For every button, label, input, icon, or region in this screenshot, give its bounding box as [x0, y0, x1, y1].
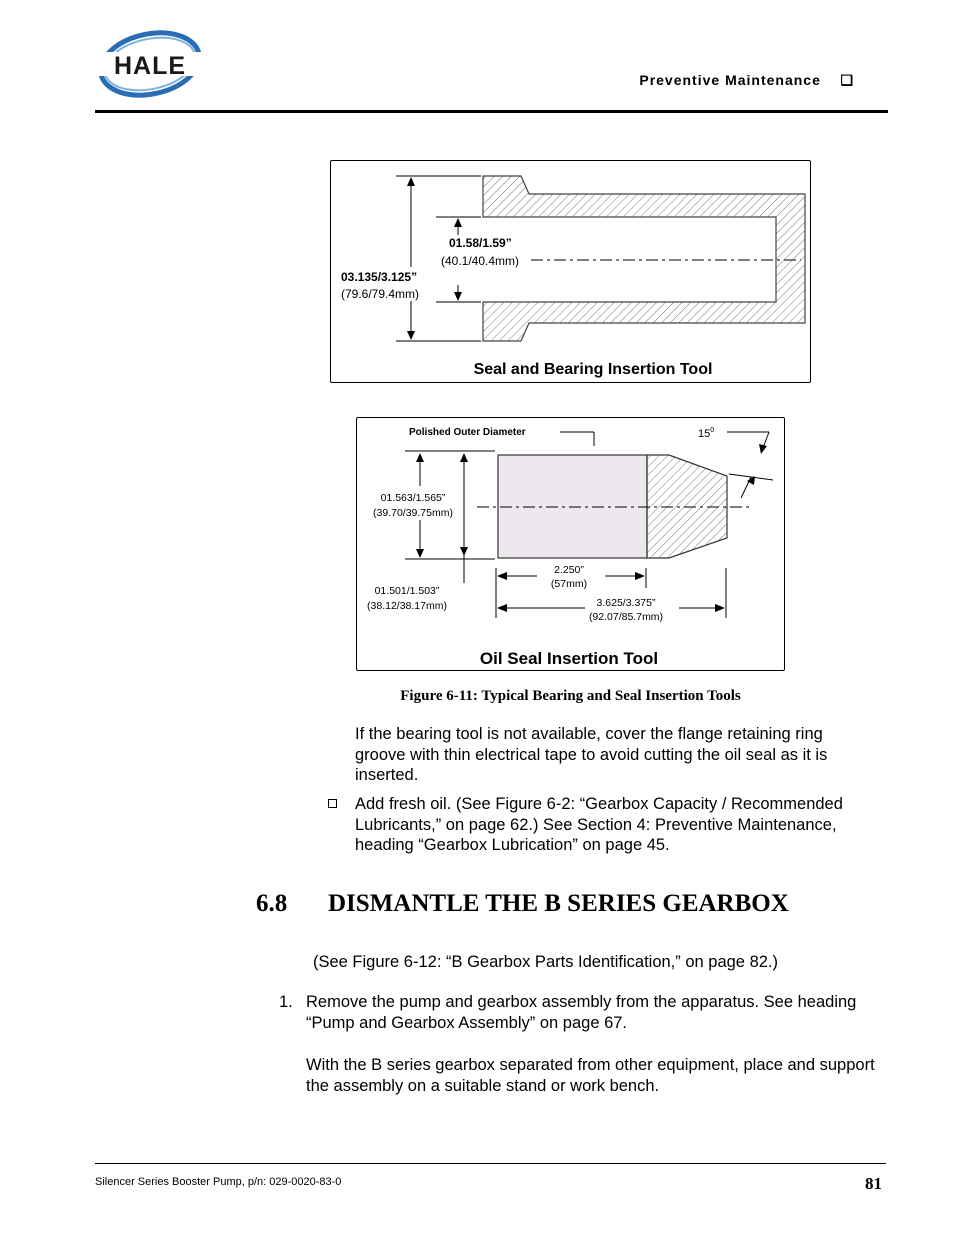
angle-label: $15^0$ — [698, 427, 715, 440]
dim-b-mm-label: (38.12/38.17mm) — [367, 600, 447, 612]
footer-doc-id: Silencer Series Booster Pump, p/n: 029-0020-83-0 — [95, 1176, 342, 1188]
inner-dim-label: 01.58/1.59” — [449, 236, 512, 250]
figure1-title: Seal and Bearing Insertion Tool — [473, 361, 713, 378]
dim-a-label: 01.563/1.565” — [380, 492, 446, 504]
len-a-label: 2.250” — [554, 564, 584, 576]
polished-label: Polished Outer Diameter — [409, 427, 526, 438]
inner-dim-mm-label: (40.1/40.4mm) — [441, 254, 520, 268]
len-b-label: 3.625/3.375” — [596, 597, 656, 609]
logo-text: HALE — [113, 52, 187, 80]
len-a-mm-label: (57mm) — [550, 578, 588, 590]
header-rule — [95, 110, 888, 113]
section-marker-icon: ❑ — [840, 72, 854, 88]
outer-dim-label: 03.135/3.125” — [341, 270, 418, 284]
figure-caption: Figure 6-11: Typical Bearing and Seal Insertion Tools — [400, 688, 741, 704]
bearing-tool-body — [483, 176, 805, 341]
hale-logo — [95, 28, 205, 100]
footer-rule — [95, 1163, 886, 1164]
paragraph-add-oil: Add fresh oil. (See Figure 6-2: “Gearbox Capacity / Recommended Lubricants,” on page 62.) See Section 4: Preventive Maintenance, heading “Gearbox Lubrication” on page 45. — [355, 795, 843, 854]
page-number: 81 — [865, 1174, 882, 1193]
step-number: 1. — [279, 993, 293, 1011]
header-section-title: Preventive Maintenance ❑ — [639, 72, 854, 88]
len-b-mm-label: (92.07/85.7mm) — [588, 611, 664, 623]
step-remove-pump: Remove the pump and gearbox assembly from the apparatus. See heading “Pump and Gearbox Assembly” on page 67. — [306, 993, 857, 1032]
outer-dim-mm-label: (79.6/79.4mm) — [341, 287, 420, 301]
dim-b-label: 01.501/1.503” — [374, 585, 440, 597]
section-heading: 6.8 DISMANTLE THE B SERIES GEARBOX — [256, 890, 789, 917]
dim-a-mm-label: (39.70/39.75mm) — [373, 507, 453, 519]
figure-oil-seal-tool — [356, 417, 785, 671]
figure-seal-bearing-tool — [330, 160, 811, 383]
figure2-title: Oil Seal Insertion Tool — [479, 649, 659, 668]
paragraph-support-assembly: With the B series gearbox separated from other equipment, place and support the assembly on a suitable stand or work bench. — [306, 1056, 875, 1095]
bullet-box-icon — [328, 799, 337, 808]
paragraph-see-figure: (See Figure 6-12: “B Gearbox Parts Identification,” on page 82.) — [313, 953, 778, 971]
paragraph-bearing-tool: If the bearing tool is not available, cover the flange retaining ring groove with thin electrical tape to avoid cutting the oil seal as it is inserted. — [355, 725, 828, 784]
